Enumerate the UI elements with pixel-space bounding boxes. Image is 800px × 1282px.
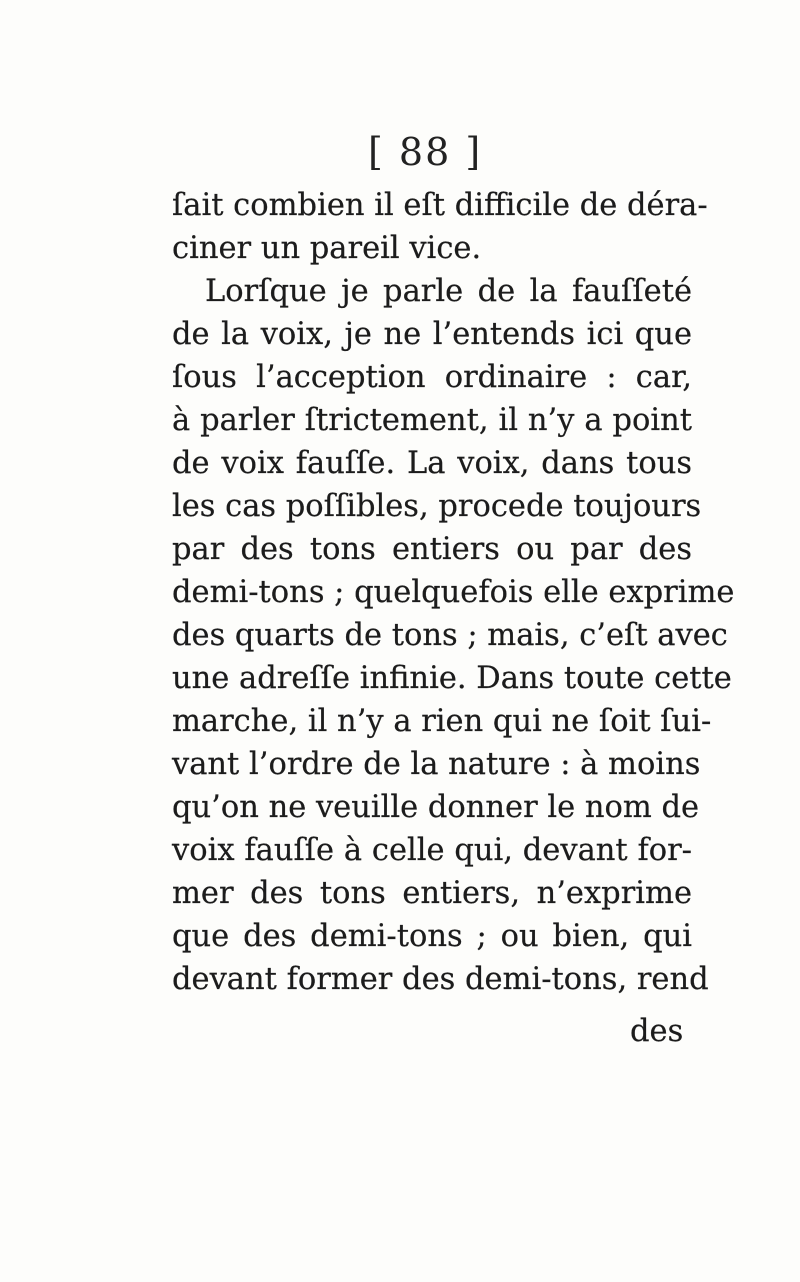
text-line: vant l’ordre de la nature : à moins bbox=[172, 747, 701, 782]
text-line: ſous l’acception ordinaire : car, bbox=[172, 360, 692, 395]
text-line: ciner un pareil vice. bbox=[172, 231, 482, 266]
text-line: marche, il n’y a rien qui ne ſoit ſui- bbox=[172, 704, 712, 739]
text-line: les cas poſſibles, procede toujours bbox=[172, 489, 702, 524]
page-number: [ 88 ] bbox=[368, 130, 483, 174]
text-line: ſait combien il eſt difficile de déra- bbox=[172, 188, 708, 223]
text-line: une adreſſe infinie. Dans toute cette bbox=[172, 661, 732, 696]
text-line: à parler ſtrictement, il n’y a point bbox=[172, 403, 692, 438]
text-line: Lorſque je parle de la fauſſeté bbox=[205, 274, 692, 309]
text-line: de la voix, je ne l’entends ici que bbox=[172, 317, 692, 352]
text-line: devant former des demi-tons, rend bbox=[172, 962, 709, 997]
text-line: de voix fauſſe. La voix, dans tous bbox=[172, 446, 692, 481]
text-line: que des demi-tons ; ou bien, qui bbox=[172, 919, 692, 954]
catchword: des bbox=[630, 1014, 684, 1049]
body-text bbox=[172, 184, 735, 1001]
text-line: des quarts de tons ; mais, c’eſt avec bbox=[172, 618, 728, 653]
text-line: mer des tons entiers, n’exprime bbox=[172, 876, 692, 911]
text-line: demi-tons ; quelquefois elle exprime bbox=[172, 575, 735, 610]
text-line: qu’on ne veuille donner le nom de bbox=[172, 790, 700, 825]
text-line: voix fauſſe à celle qui, devant for- bbox=[172, 833, 692, 868]
text-line: par des tons entiers ou par des bbox=[172, 532, 692, 567]
